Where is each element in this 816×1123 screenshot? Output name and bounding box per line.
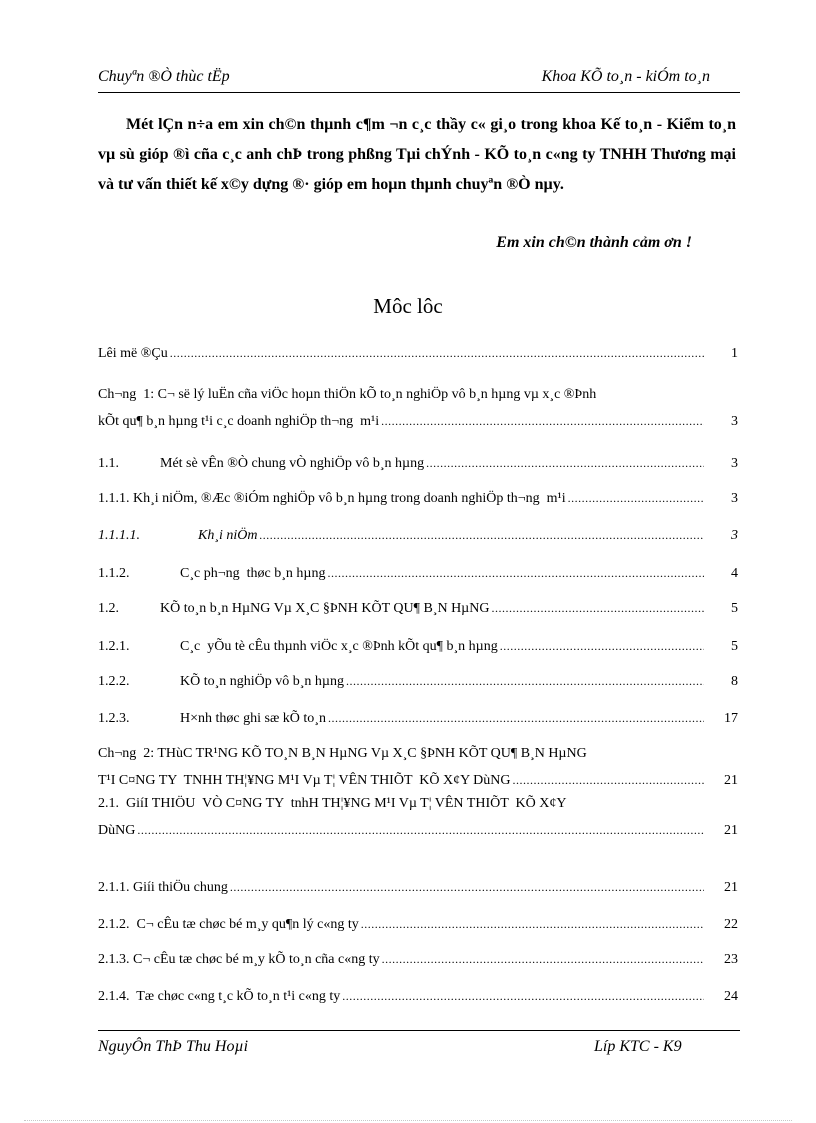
toc-entry bbox=[98, 595, 738, 622]
toc-page-number: 8 bbox=[731, 674, 738, 689]
toc-entry bbox=[98, 633, 738, 660]
toc-page-number: 3 bbox=[731, 456, 738, 471]
toc-entry bbox=[98, 741, 738, 794]
toc-entry-text: C¸c ph¬ng thøc b¸n hµng bbox=[180, 566, 326, 581]
toc-dot-leader bbox=[491, 595, 704, 621]
toc-entry-text: Kh¸i niÖm bbox=[198, 528, 258, 543]
toc-page-number: 3 bbox=[731, 414, 738, 429]
toc-entry bbox=[98, 340, 738, 367]
toc-entry bbox=[98, 560, 738, 587]
footer-divider bbox=[98, 1030, 740, 1031]
toc-entry-text: 1.1.1. Kh¸i niÖm, ®Æc ®iÓm nghiÖp vô b¸n hµng trong doanh nghiÖp th¬ng m¹i bbox=[98, 491, 566, 506]
toc-page-number: 3 bbox=[731, 528, 738, 543]
toc-page-number: 21 bbox=[724, 880, 738, 895]
toc-page-number: 24 bbox=[724, 989, 738, 1004]
page-edge bbox=[24, 1120, 792, 1121]
toc-entry-text: 2.1.2. C¬ cÊu tæ chøc bé m¸y qu¶n lý c«ng ty bbox=[98, 917, 359, 932]
toc-dot-leader bbox=[170, 340, 704, 366]
toc-entry-number: 1.2. bbox=[98, 601, 119, 616]
toc-dot-leader bbox=[382, 946, 704, 972]
toc-entry bbox=[98, 705, 738, 732]
toc-entry-number: 1.2.1. bbox=[98, 639, 130, 654]
toc-entry-number: 1.1.2. bbox=[98, 566, 130, 581]
toc-dot-leader bbox=[260, 522, 705, 548]
toc-page-number: 4 bbox=[731, 566, 738, 581]
header-left: Chuyªn ®Ò thùc tËp bbox=[98, 68, 230, 85]
toc-entry bbox=[98, 668, 738, 695]
toc-dot-leader bbox=[342, 983, 704, 1009]
toc-entry bbox=[98, 450, 738, 477]
toc-dot-leader bbox=[327, 560, 704, 586]
toc-entry-text: C¸c yÕu tè cÊu thµnh viÖc x¸c ®Þnh kÕt qu¶ b¸n hµng bbox=[180, 639, 498, 654]
toc-entry-number: 1.2.3. bbox=[98, 711, 130, 726]
toc-entry-number: 1.1. bbox=[98, 456, 119, 471]
toc-page-number: 17 bbox=[724, 711, 738, 726]
toc-entry bbox=[98, 911, 738, 938]
acknowledgement-paragraph: Mét lÇn n÷a em xin ch©n thµnh c¶m ¬n c¸c thầy c« gi¸o trong khoa Kế to¸n - Kiểm to¸n vµ sù gióp ®ì cña c¸c anh chÞ trong phßng Tµi chÝnh - KÕ to¸n c«ng ty TNHH Thương mại và tư vấn thiết kế x©y dựng ®· gióp em hoµn thµnh chuyªn ®Ò nµy. bbox=[98, 116, 736, 193]
toc-dot-leader bbox=[137, 817, 704, 843]
toc-entry bbox=[98, 874, 738, 901]
toc-page-number: 23 bbox=[724, 952, 738, 967]
toc-entry bbox=[98, 983, 738, 1010]
toc-entry-number: 1.1.1.1. bbox=[98, 528, 140, 543]
header-right: Khoa KÕ to¸n - kiÓm to¸n bbox=[541, 68, 710, 85]
toc-entry-text: kÕt qu¶ b¸n hµng t¹i c¸c doanh nghiÖp th¬ng m¹i bbox=[98, 414, 380, 429]
footer-class: Líp KTC - K9 bbox=[594, 1038, 682, 1055]
toc-entry bbox=[98, 791, 738, 844]
toc-entry-text: KÕ to¸n nghiÖp vô b¸n hµng bbox=[180, 674, 345, 689]
toc-entry bbox=[98, 485, 738, 512]
toc-dot-leader bbox=[426, 450, 704, 476]
toc-entry bbox=[98, 946, 738, 973]
toc-entry-text: Ch¬ng 1: C¬ së lý luËn cña viÖc hoµn thiÖn kÕ to¸n nghiÖp vô b¸n hµng vµ x¸c ®Þnh bbox=[98, 387, 597, 402]
toc-dot-leader bbox=[500, 633, 704, 659]
toc-dot-leader bbox=[230, 874, 704, 900]
thanks-line: Em xin ch©n thành cảm ơn ! bbox=[496, 234, 692, 251]
toc-entry-text: H×nh thøc ghi sæ kÕ to¸n bbox=[180, 711, 326, 726]
toc-entry-text: Lêi më ®Çu bbox=[98, 346, 168, 361]
toc-page-number: 22 bbox=[724, 917, 738, 932]
toc-dot-leader bbox=[513, 767, 704, 793]
toc-dot-leader bbox=[361, 911, 704, 937]
page-header bbox=[98, 68, 740, 93]
toc-title: Môc lôc bbox=[373, 294, 443, 318]
toc-dot-leader bbox=[346, 668, 704, 694]
toc-dot-leader bbox=[381, 408, 704, 434]
toc-entry-text: 2.1. GiíI THIÖU VÒ C¤NG TY tnhH TH¦¥NG M¹I Vµ T¦ VÊN THIÕT KÕ X¢Y bbox=[98, 796, 567, 811]
toc-entry-text: T¹I C¤NG TY TNHH TH¦¥NG M¹I Vµ T¦ VÊN THIÕT KÕ X¢Y DùNG bbox=[98, 773, 511, 788]
toc-entry-text: 2.1.3. C¬ cÊu tæ chøc bé m¸y kÕ to¸n cña c«ng ty bbox=[98, 952, 380, 967]
toc-entry-text: DùNG bbox=[98, 823, 136, 838]
toc-entry-text: Mét sè vÊn ®Ò chung vÒ nghiÖp vô b¸n hµng bbox=[160, 456, 425, 471]
toc-page-number: 21 bbox=[724, 773, 738, 788]
toc-entry-number: 1.2.2. bbox=[98, 674, 130, 689]
toc-entry-text: 2.1.1. Giíi thiÖu chung bbox=[98, 880, 228, 895]
toc-entry bbox=[98, 382, 738, 435]
toc-page-number: 5 bbox=[731, 601, 738, 616]
toc-entry-text: Ch¬ng 2: THùC TR¹NG KÕ TO¸N B¸N HµNG Vµ X¸C §ÞNH KÕT QU¶ B¸N HµNG bbox=[98, 746, 587, 761]
toc-dot-leader bbox=[328, 705, 704, 731]
toc-entry-text: 2.1.4. Tæ chøc c«ng t¸c kÕ to¸n t¹i c«ng ty bbox=[98, 989, 341, 1004]
toc-entry bbox=[98, 522, 738, 549]
toc-dot-leader bbox=[568, 485, 704, 511]
toc-page-number: 1 bbox=[731, 346, 738, 361]
toc-page-number: 21 bbox=[724, 823, 738, 838]
footer-author: NguyÔn ThÞ Thu Hoµi bbox=[98, 1038, 249, 1055]
toc-entry-text: KÕ to¸n b¸n HµNG Vµ X¸C §ÞNH KÕT QU¶ B¸N HµNG bbox=[160, 601, 490, 616]
toc-page-number: 3 bbox=[731, 491, 738, 506]
toc-page-number: 5 bbox=[731, 639, 738, 654]
